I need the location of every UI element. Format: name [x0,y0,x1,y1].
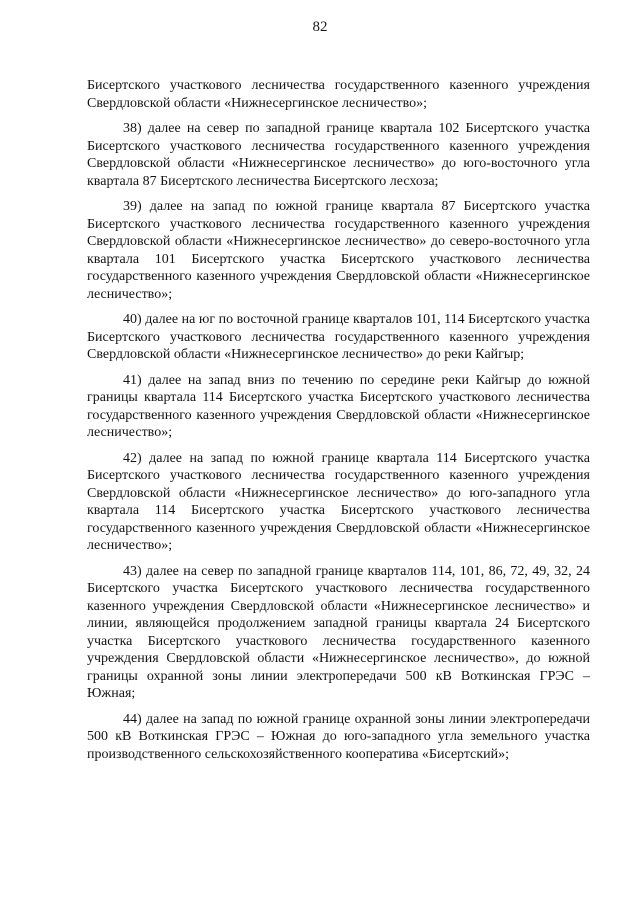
paragraph: 44) далее на запад по южной границе охранной зоны линии электропередачи 500 кВ Воткинская ГРЭС – Южная до юго-западного угла земельного участка производственного сельскохозяйственного кооператива «Бисертский»; [87,711,590,762]
paragraph: 42) далее на запад по южной границе квартала 114 Бисертского участка Бисертского участкового лесничества государственного казенного учреждения Свердловской области «Нижнесергинское лесничество» до юго-западного угла квартала 114 Бисертского участка Бисертского участкового лесничества государственного казенного учреждения Свердловской области «Нижнесергинское лесничество»; [87,450,590,553]
page-number: 82 [312,19,328,35]
paragraph: Бисертского участкового лесничества государственного казенного учреждения Свердловской области «Нижнесергинское лесничество»; [87,78,590,111]
paragraph: 40) далее на юг по восточной границе кварталов 101, 114 Бисертского участка Бисертского участкового лесничества государственного казенного учреждения Свердловской области «Нижнесергинское лесничество» до реки Кайгыр; [87,312,590,362]
paragraph: 38) далее на север по западной границе квартала 102 Бисертского участка Бисертского участкового лесничества государственного казенного учреждения Свердловской области «Нижнесергинское лесничество» до юго-восточного угла квартала 87 Бисертского лесничества Бисертского лесхоза; [87,121,590,189]
paragraph: 43) далее на север по западной границе кварталов 114, 101, 86, 72, 49, 32, 24 Бисертского участка Бисертского участкового лесничества государственного казенного учреждения Свердловской области «Нижнесергинское лесничество» и линии, являющейся продолжением западной границы квартала 24 Бисертского участка Бисертского участкового лесничества государственного казенного учреждения Свердловской области «Нижнесергинское лесничество», до южной границы охранной зоны линии электропередачи 500 кВ Воткинская ГРЭС – Южная; [87,563,590,701]
paragraph: 41) далее на запад вниз по течению по середине реки Кайгыр до южной границы квартала 114 Бисертского участка Бисертского участкового лесничества государственного казенного учреждения Свердловской области «Нижнесергинское лесничество»; [87,372,590,440]
paragraph: 39) далее на запад по южной границе квартала 87 Бисертского участка Бисертского участкового лесничества государственного казенного учреждения Свердловской области «Нижнесергинское лесничество» до северо-восточного угла квартала 101 Бисертского участка Бисертского участкового лесничества государственного казенного учреждения Свердловской области «Нижнесергинское лесничество»; [87,199,590,302]
document-body [87,77,590,763]
